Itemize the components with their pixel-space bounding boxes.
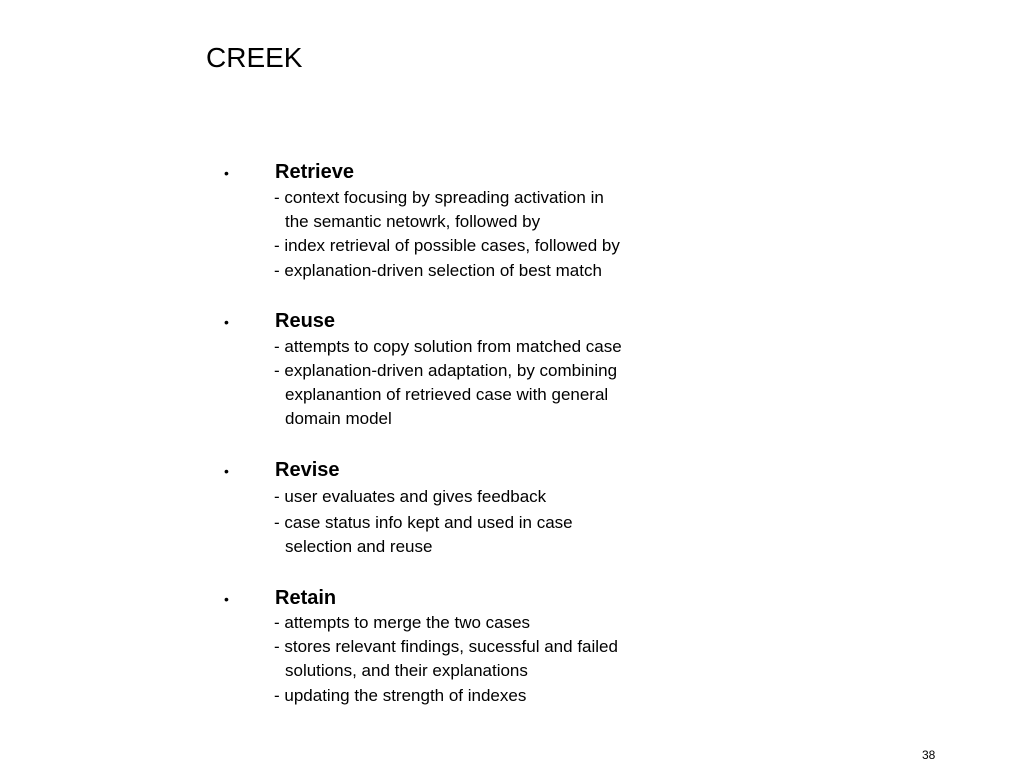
bullet-marker: • [224,591,229,607]
detail-line: - context focusing by spreading activation in [274,188,604,207]
detail-line: - attempts to merge the two cases [274,613,531,632]
bullet-marker: • [224,463,229,479]
detail-line: - case status info kept and used in case [274,513,573,532]
detail-line: explanantion of retrieved case with general [285,385,609,404]
section-heading-retrieve: Retrieve [275,161,354,183]
detail-line: - user evaluates and gives feedback [274,487,547,506]
slide-title: CREEK [206,42,303,73]
detail-line: - index retrieval of possible cases, followed by [274,236,620,255]
detail-line: selection and reuse [285,537,433,556]
section-heading-revise: Revise [275,459,340,481]
bullet-marker: • [224,314,229,330]
detail-line: - explanation-driven selection of best match [274,261,602,280]
section-heading-reuse: Reuse [275,310,336,332]
detail-line: domain model [285,409,392,428]
detail-line: - explanation-driven adaptation, by combining [274,361,618,380]
detail-line: solutions, and their explanations [285,661,528,680]
detail-line: - updating the strength of indexes [274,686,527,705]
section-heading-retain: Retain [275,587,337,609]
page-number: 38 [922,748,936,762]
detail-line: - attempts to copy solution from matched case [274,337,622,356]
detail-line: - stores relevant findings, sucessful and failed [274,637,618,656]
detail-line: the semantic netowrk, followed by [285,212,541,231]
bullet-marker: • [224,165,229,181]
